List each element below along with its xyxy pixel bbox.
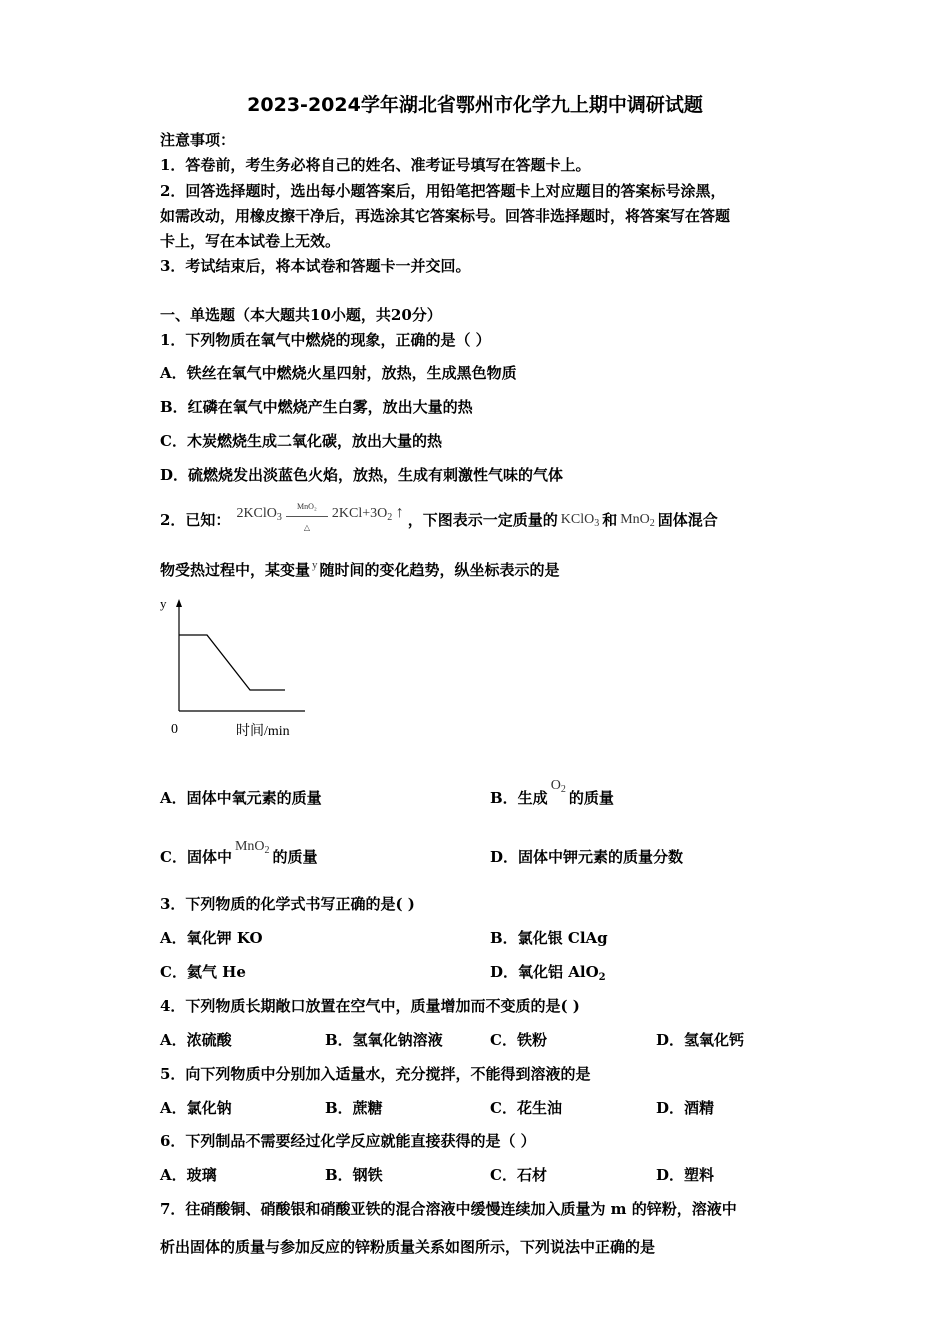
q6-option-d: D．塑料 (656, 1166, 715, 1184)
kclo3-formula: KClO$_3$ (560, 512, 600, 529)
eq-sub: 3 (276, 512, 282, 523)
q2-text: 和 (602, 511, 618, 529)
question-2-stem-line2 (160, 560, 560, 582)
q3-option-c: C．氦气 He (160, 963, 246, 981)
q5-option-c: C．花生油 (490, 1099, 562, 1117)
question-2-stem (160, 502, 718, 536)
notice-line: 1．答卷前，考生务必将自己的姓名、准考证号填写在答题卡上。 (160, 156, 591, 174)
eq-condition (286, 502, 328, 532)
variable-y: y (312, 559, 318, 571)
exam-title: 2023-2024学年湖北省鄂州市化学九上期中调研试题 (247, 94, 703, 116)
eq-right: 2KCl+3O (331, 506, 388, 521)
q3-option-b: B．氯化银 ClAg (490, 929, 608, 947)
q5-option-b: B．蔗糖 (325, 1099, 383, 1117)
q2-option-c: C．固体中MnO$_2$ 的质量 (160, 839, 318, 866)
q2-text: ，下图表示一定质量的 (407, 511, 558, 529)
q4-option-c: C．铁粉 (490, 1031, 547, 1049)
notice-line: 2．回答选择题时，选出每小题答案后，用铅笔把答题卡上对应题目的答案标号涂黑， (160, 182, 726, 200)
mno2-formula: MnO$_2$ (234, 839, 270, 856)
curve (179, 635, 285, 690)
eq-catalyst: MnO₂ (297, 502, 317, 511)
q4-option-a: A．浓硫酸 (160, 1031, 232, 1049)
q4-option-d: D．氢氧化钙 (656, 1031, 745, 1049)
q6-option-c: C．石材 (490, 1166, 547, 1184)
origin-label: 0 (171, 722, 178, 737)
q2-text: 2．已知： (160, 511, 231, 529)
section-heading: 一、单选题（本大题共10小题，共20分） (160, 306, 442, 324)
q2-text: 固体混合 (657, 511, 718, 529)
notice-line: 3．考试结束后，将本试卷和答题卡一并交回。 (160, 257, 471, 275)
question-6-stem: 6．下列制品不需要经过化学反应就能直接获得的是（ ） (160, 1132, 536, 1150)
question-5-stem: 5．向下列物质中分别加入适量水，充分搅拌，不能得到溶液的是 (160, 1065, 591, 1083)
q2-text: 随时间的变化趋势，纵坐标表示的是 (319, 561, 560, 579)
q2-option-d: D．固体中钾元素的质量分数 (490, 848, 684, 866)
question-7-stem: 7．往硝酸铜、硝酸银和硝酸亚铁的混合溶液中缓慢连续加入质量为 m 的锌粉，溶液中 (160, 1200, 737, 1218)
question-3-stem: 3．下列物质的化学式书写正确的是( ) (160, 895, 415, 913)
q6-option-b: B．钢铁 (325, 1166, 383, 1184)
q3-option-d: D．氧化铝 AlO$_2$ (490, 963, 606, 983)
mno2-formula: MnO$_2$ (620, 512, 655, 529)
question-7-stem-line2: 析出固体的质量与参加反应的锌粉质量关系如图所示，下列说法中正确的是 (160, 1238, 656, 1256)
up-arrow-icon: ↑ (395, 504, 404, 521)
q3-option-a: A．氧化钾 KO (160, 929, 263, 947)
eq-heat: △ (303, 523, 310, 532)
notice-line: 如需改动，用橡皮擦干净后，再选涂其它答案标号。回答非选择题时，将答案写在答题 (160, 207, 731, 225)
q1-option-c: C．木炭燃烧生成二氧化碳，放出大量的热 (160, 432, 442, 450)
q2-option-b: B．生成$O_2$ 的质量 (490, 778, 614, 807)
x-axis-label: 时间/min (236, 724, 290, 739)
o2-formula: $O_2$ (550, 778, 566, 795)
reaction-equation (236, 502, 404, 532)
notice-heading: 注意事项： (160, 131, 236, 149)
y-vs-time-graph (155, 593, 315, 743)
q1-option-a: A．铁丝在氧气中燃烧火星四射，放热，生成黑色物质 (160, 364, 517, 382)
y-axis-label: y (160, 596, 167, 611)
q2-option-a: A．固体中氧元素的质量 (160, 789, 322, 807)
eq-sub: 2 (387, 512, 393, 523)
q1-option-d: D．硫燃烧发出淡蓝色火焰，放热，生成有刺激性气味的气体 (160, 466, 564, 484)
question-4-stem: 4．下列物质长期敞口放置在空气中，质量增加而不变质的是( ) (160, 997, 580, 1015)
question-1-stem: 1．下列物质在氧气中燃烧的现象，正确的是（ ） (160, 331, 491, 349)
q2-text: 物受热过程中，某变量 (160, 561, 311, 579)
y-axis-arrow (176, 599, 182, 607)
q6-option-a: A．玻璃 (160, 1166, 217, 1184)
notice-line: 卡上，写在本试卷上无效。 (160, 232, 341, 250)
q1-option-b: B．红磷在氧气中燃烧产生白雾，放出大量的热 (160, 398, 473, 416)
q5-option-a: A．氯化钠 (160, 1099, 232, 1117)
eq-left: 2KClO (236, 506, 277, 521)
q5-option-d: D．酒精 (656, 1099, 715, 1117)
q4-option-b: B．氢氧化钠溶液 (325, 1031, 443, 1049)
